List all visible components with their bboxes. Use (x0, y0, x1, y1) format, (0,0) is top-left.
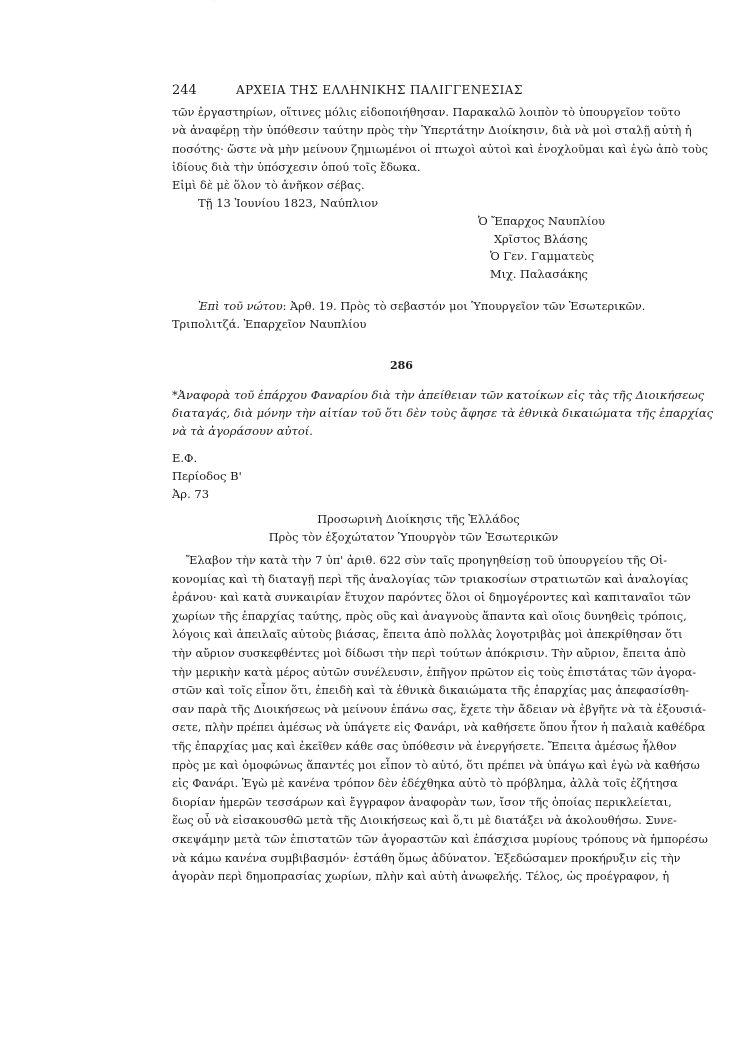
signature-line: Μιχ. Παλασάκης (490, 267, 588, 281)
summary-line: νὰ τὰ ἀγοράσουν αὐτοί. (172, 424, 313, 438)
letter-line: νὰ κάμω κανένα συμβιβασμόν· ἐστάθη ὅμως ἀδύνατον. Ἐξεδώσαμεν προκήρυξιν εἰς τὴν (172, 851, 681, 865)
letter-line: σετε, πλὴν πρέπει ἀμέσως νὰ ὑπάγετε εἰς Φανάρι, νὰ καθήσετε ὅπου ἦτον ἡ παλαιὰ καθέδρα (172, 721, 706, 735)
signature-line: Ὁ Γεν. Γαμματεὺς (490, 250, 595, 263)
letter-line: ἐράνου· καὶ κατὰ συνκαιρίαν ἔτυχον παρόντες ὅλοι οἱ δημογέροντες καὶ καπιταναῖοι τῶν (172, 591, 691, 605)
letter-line: τὴν αὔριον συσκεφθέντες μοὶ δίδωσι τὴν περὶ τούτων ἀπόκρισιν. Τὴν αὔριον, ἔπειτα ἀπὸ (172, 646, 686, 660)
previous-document-paragraph (172, 104, 708, 195)
heading-line: Πρὸς τὸν ἐξοχώτατον Ὑπουργὸν τῶν Ἐσωτερικῶν (268, 531, 559, 544)
verso-line (172, 298, 647, 316)
signature-line: Ὁ Ἔπαρχος Ναυπλίου (478, 215, 606, 228)
paragraph-line: ἰδίους διὰ τὴν ὑπόσχεσιν ὁπού τοῖς ἔδωκα. (172, 160, 421, 174)
paragraph-line: τῶν ἐργαστηρίων, οἵτινες μόλις εἰδοποιήθησαν. Παρακαλῶ λοιπὸν τὸ ὑπουργεῖον τοῦτο (172, 106, 681, 119)
letter-line: πρὸς με καὶ ὁμοφώνως ἅπαντές μοι εἶπον τὸ αὐτό, ὅτι πρέπει νὰ ὑπάγω καὶ ἐγὼ νὰ καθήσω (172, 758, 700, 772)
letter-line: ἕως οὗ νὰ εἰσακουσθῶ μετὰ τῆς Διοικήσεως καὶ ὅ,τι μὲ διατάξει νὰ ἀκολουθήσω. Συνε- (172, 814, 677, 828)
letter-line: λόγοις καὶ ἀπειλαῖς αὐτοὺς βιάσας, ἔπειτα ἀπὸ πολλὰς λογοτριβὰς μοὶ ἀπεκρίθησαν ὅτι (172, 628, 683, 642)
letter-body (172, 552, 708, 887)
letter-line: χωρίων τῆς ἐπαρχίας ταύτης, πρὸς οὓς καὶ ἀναγνοὺς ἅπαντα καὶ οἵοις δυνηθεὶς τρόποις, (172, 609, 687, 623)
signature-line: Χρῖστος Βλάσης (494, 232, 588, 246)
page-header (172, 83, 652, 99)
letter-line: σαν παρὰ τῆς Διοικήσεως νὰ μείνουν ἐπάνω σας, ἔχετε τὴν ἄδειαν νὰ ἐβγῆτε νὰ τὰ ἐξουσιά- (172, 702, 707, 716)
letter-line: τὴν μερικὴν κατὰ μέρος αὐτῶν συνέλευσιν, ἐπῆγον πρῶτον εἰς τοὺς ἐπιστάτας τῶν ἀγορα- (172, 665, 697, 679)
signature-block (478, 213, 605, 283)
document-number: 286 (390, 359, 413, 372)
verso-text: : Ἀρθ. 19. Πρὸς τὸ σεβαστόν μοι Ὑπουργεῖον τῶν Ἐσωτερικῶν. (282, 300, 646, 313)
document-summary (172, 386, 714, 440)
heading-line: Προσωρινὴ Διοίκησις τῆς Ἑλλάδος (317, 513, 520, 526)
letter-line: Ἔλαβον τὴν κατὰ τὴν 7 ὑπ' ἀριθ. 622 σὺν ταῖς προηγηθείσῃ τοῦ ὑπουργείου τῆς Οἰ- (186, 554, 668, 567)
letter-line: στῶν καὶ τοῖς εἶπον ὅτι, ἐπειδὴ καὶ τὰ ἐθνικὰ δικαιώματα τῆς ἐπαρχίας μας ἀπεφασίσθη- (172, 684, 690, 698)
paragraph-line: νὰ ἀναφέρῃ τὴν ὑπόθεσιν ταύτην πρὸς τὴν Ὑπερτάτην Διοίκησιν, διὰ νὰ μοὶ σταλῇ αὐτὴ ἡ (172, 124, 692, 138)
archive-line: Ἀρ. 73 (172, 487, 210, 501)
letter-heading (172, 511, 647, 547)
summary-line: διαταγάς, διὰ μόνην τὴν αἰτίαν τοῦ ὅτι δὲν τοὺς ἄφησε τὰ ἐθνικὰ δικαιώματα τῆς ἐπαρχίας (172, 406, 714, 420)
letter-line: κονομίας καὶ τὴ διαταγῇ περὶ τῆς ἀναλογίας τῶν τριακοσίων στρατιωτῶν καὶ ἀναλογίας (172, 572, 689, 586)
archive-line: Ε.Φ. (172, 451, 198, 465)
verso-note (172, 298, 647, 334)
letter-line: σκεψάμην μετὰ τῶν ἐπιστατῶν τῶν ἀγοραστῶν καὶ ἐπάσχισα μυρίους τρόπους νὰ ἠμπορέσω (172, 832, 708, 846)
letter-line: ἀγορὰν περὶ δημοπρασίας χωρίων, πλὴν καὶ αὐτὴ ἀνωφελής. Τέλος, ὡς προέγραφον, ἡ (172, 870, 670, 884)
archive-reference (172, 449, 242, 503)
paragraph-line: Εἰμὶ δὲ μὲ ὅλον τὸ ἀνῆκον σέβας. (172, 179, 365, 193)
archive-line: Περίοδος Β' (172, 469, 242, 483)
scan-artifact: ˜ ˉ ˜ ˙ ˉ (190, 0, 242, 9)
verso-label: Ἐπὶ τοῦ νώτου (198, 300, 283, 313)
letter-line: εἰς Φανάρι. Ἐγὼ μὲ κανένα τρόπον δὲν ἐδέχθηκα αὐτὸ τὸ πρόβλημα, ἀλλὰ τοῖς ἐζήτησα (172, 777, 678, 791)
running-title: ΑΡΧΕΙΑ ΤΗΣ ΕΛΛΗΝΙΚΗΣ ΠΑΛΙΓΓΕΝΕΣΙΑΣ (236, 83, 523, 97)
summary-line: *Ἀναφορὰ τοῦ ἐπάρχου Φαναρίου διὰ τὴν ἀπείθειαν τῶν κατοίκων εἰς τὰς τῆς Διοικήσεως (172, 388, 705, 402)
page-number: 244 (172, 83, 197, 98)
letter-line: διορίαν ἡμερῶν τεσσάρων καὶ ἔγγραφον ἀναφορὰν των, ἴσον τῆς ὁποίας περικλείεται, (172, 795, 672, 809)
verso-line-2: Τριπολιτζά. Ἐπαρχεῖον Ναυπλίου (172, 318, 367, 331)
letter-line: τῆς ἐπαρχίας μας καὶ ἐκεῖθεν κάθε σας ὑπόθεσιν νὰ ἐνεργήσετε. Ἔπειτα ἀμέσως ἦλθον (172, 739, 677, 753)
paragraph-line: ποσότης· ὥστε νὰ μὴν μείνουν ζημιωμένοι οἱ πτωχοὶ αὐτοὶ καὶ ἐνοχλοῦμαι καὶ ἐγὼ ἀπὸ τοὺς (172, 142, 708, 156)
date-place-line: Τῇ 13 Ἰουνίου 1823, Ναύπλιον (198, 196, 379, 210)
